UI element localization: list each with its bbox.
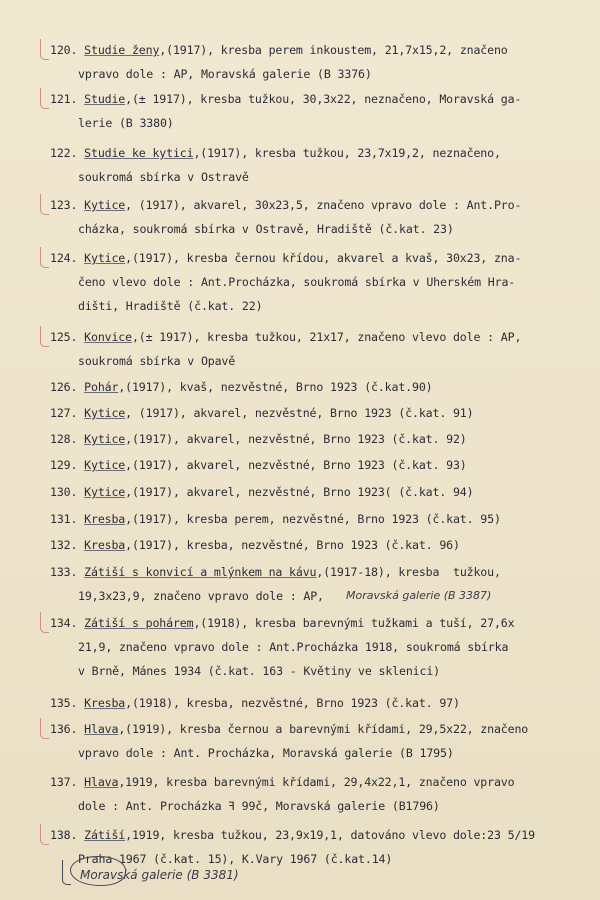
entry-text: ,(1917), kresba černou křídou, akvarel a kvaš, 30x23, zna- bbox=[125, 251, 522, 265]
margin-tick-mark bbox=[40, 326, 49, 347]
entry-text: ,(1917), kresba tužkou, 23,7x19,2, neznačeno, bbox=[193, 146, 501, 160]
entry-text: 133. bbox=[50, 565, 85, 579]
entry-title-line bbox=[50, 538, 460, 552]
entry-title-line bbox=[50, 696, 460, 710]
entry-text: 123. bbox=[50, 198, 85, 212]
entry-text: vpravo dole : Ant. Procházka, Moravská galerie (B 1795) bbox=[78, 746, 454, 760]
entry-title-line bbox=[50, 330, 521, 344]
entry-title-line bbox=[50, 92, 521, 106]
artwork-title: Zátiší s pohárem bbox=[84, 616, 194, 630]
margin-mark bbox=[62, 860, 71, 885]
entry-text: soukromá sbírka v Ostravě bbox=[78, 170, 249, 184]
artwork-title: Pohár bbox=[84, 380, 119, 394]
entry-title-line bbox=[50, 458, 467, 472]
entry-text: 120. bbox=[50, 43, 85, 57]
artwork-title: Kresba bbox=[84, 512, 126, 526]
entry-text: ,(1917), kvaš, nezvěstné, Brno 1923 (č.kat.90) bbox=[118, 380, 433, 394]
entry-text: 134. bbox=[50, 616, 85, 630]
entry-text: , (1917), akvarel, 30x23,5, značeno vpravo dole : Ant.Pro- bbox=[125, 198, 522, 212]
artwork-title: Kytice bbox=[84, 458, 126, 472]
artwork-title: Kresba bbox=[84, 538, 126, 552]
entry-text: 122. bbox=[50, 146, 85, 160]
entry-text: cházka, soukromá sbírka v Ostravě, Hradiště (č.kat. 23) bbox=[78, 222, 454, 236]
entry-text: , (1917), akvarel, nezvěstné, Brno 1923 (č.kat. 91) bbox=[125, 406, 474, 420]
entry-text: ,(1917), kresba perem, nezvěstné, Brno 1923 (č.kat. 95) bbox=[125, 512, 501, 526]
entry-title-line bbox=[50, 722, 528, 736]
artwork-title: Studie ke kytici bbox=[84, 146, 194, 160]
entry-text: 121. bbox=[50, 92, 85, 106]
entry-title-line bbox=[50, 512, 501, 526]
entry-text: 128. bbox=[50, 432, 85, 446]
entry-text: 19,3x23,9, značeno vpravo dole : AP, bbox=[78, 589, 324, 603]
entry-text: ,(± 1917), kresba tužkou, 21x17, značeno vlevo dole : AP, bbox=[131, 330, 522, 344]
entry-text: ,(± 1917), kresba tužkou, 30,3x22, neznačeno, Moravská ga- bbox=[125, 92, 522, 106]
margin-tick-mark bbox=[40, 194, 49, 215]
margin-tick-mark bbox=[40, 718, 49, 739]
artwork-title: Studie bbox=[84, 92, 126, 106]
entry-title-line bbox=[50, 146, 501, 160]
entry-text: 127. bbox=[50, 406, 85, 420]
artwork-title: Kytice bbox=[84, 251, 126, 265]
entry-text: ,1919, kresba barevnými křídami, 29,4x22,1, značeno vpravo bbox=[118, 775, 515, 789]
entry-continuation-line bbox=[78, 222, 454, 236]
artwork-title: Kytice bbox=[84, 406, 126, 420]
entry-text: čeno vlevo dole : Ant.Procházka, soukromá sbírka v Uherském Hra- bbox=[78, 275, 516, 289]
entry-text: 126. bbox=[50, 380, 85, 394]
entry-text: ,(1917-18), kresba tužkou, bbox=[316, 565, 501, 579]
entry-text: soukromá sbírka v Opavě bbox=[78, 354, 236, 368]
entry-title-line bbox=[50, 775, 514, 789]
entry-text: 138. bbox=[50, 828, 85, 842]
entry-text: ,(1918), kresba barevnými tužkami a tuší, 27,6x bbox=[193, 616, 515, 630]
entry-continuation-line bbox=[78, 852, 392, 866]
margin-tick-mark bbox=[40, 247, 49, 268]
entry-text: 137. bbox=[50, 775, 85, 789]
entry-text: vpravo dole : AP, Moravská galerie (B 3376) bbox=[78, 67, 372, 81]
entry-title-line bbox=[50, 432, 467, 446]
entry-text: v Brně, Mánes 1934 (č.kat. 163 - Květiny ve sklenici) bbox=[78, 664, 440, 678]
margin-tick-mark bbox=[40, 39, 49, 60]
entry-text: 21,9, značeno vpravo dole : Ant.Procházka 1918, soukromá sbírka bbox=[78, 640, 509, 654]
entry-continuation-line bbox=[78, 664, 440, 678]
entry-continuation-line bbox=[78, 746, 454, 760]
entry-text: 132. bbox=[50, 538, 85, 552]
entry-text: ,(1918), kresba, nezvěstné, Brno 1923 (č.kat. 97) bbox=[125, 696, 460, 710]
entry-text: ,(1919), kresba černou a barevnými křídami, 29,5x22, značeno bbox=[118, 722, 529, 736]
entry-text: 135. bbox=[50, 696, 85, 710]
entry-text: Praha 1967 (č.kat. 15), K.Vary 1967 (č.kat.14) bbox=[78, 852, 393, 866]
entry-continuation-line bbox=[78, 116, 174, 130]
entry-continuation-line bbox=[78, 170, 249, 184]
entry-text: 125. bbox=[50, 330, 85, 344]
artwork-title: Hlava bbox=[84, 722, 119, 736]
entry-continuation-line bbox=[78, 67, 372, 81]
artwork-title: Kytice bbox=[84, 198, 126, 212]
artwork-title: Kresba bbox=[84, 696, 126, 710]
entry-text: ,(1917), kresba, nezvěstné, Brno 1923 (č.kat. 96) bbox=[125, 538, 460, 552]
entry-continuation-line bbox=[78, 275, 515, 289]
entry-text: ,1919, kresba tužkou, 23,9x19,1, datováno vlevo dole:23 5/19 bbox=[125, 828, 535, 842]
entry-text: lerie (B 3380) bbox=[78, 116, 174, 130]
entry-text: 136. bbox=[50, 722, 85, 736]
handwritten-note-138: Moravská galerie (B 3381) bbox=[80, 868, 239, 882]
entry-text: ,(1917), kresba perem inkoustem, 21,7x15,2, značeno bbox=[159, 43, 508, 57]
entry-continuation-line bbox=[78, 299, 262, 313]
artwork-title: Studie ženy bbox=[84, 43, 160, 57]
entry-title-line bbox=[50, 485, 473, 499]
margin-tick-mark bbox=[40, 824, 49, 845]
entry-text: ,(1917), akvarel, nezvěstné, Brno 1923( (č.kat. 94) bbox=[125, 485, 474, 499]
entry-text: 129. bbox=[50, 458, 85, 472]
entry-text: dišti, Hradiště (č.kat. 22) bbox=[78, 299, 263, 313]
artwork-title: Kytice bbox=[84, 485, 126, 499]
entry-title-line bbox=[50, 380, 433, 394]
entry-continuation-line bbox=[78, 354, 235, 368]
pen-circle bbox=[70, 856, 126, 886]
entry-title-line bbox=[50, 43, 508, 57]
entry-title-line bbox=[50, 828, 535, 842]
entry-title-line bbox=[50, 406, 473, 420]
artwork-title: Zátiší s konvicí a mlýnkem na kávu bbox=[84, 565, 317, 579]
artwork-title: Hlava bbox=[84, 775, 119, 789]
entry-title-line bbox=[50, 616, 514, 630]
entry-text: 131. bbox=[50, 512, 85, 526]
artwork-title: Zátiší bbox=[84, 828, 126, 842]
entry-text: ,(1917), akvarel, nezvěstné, Brno 1923 (č.kat. 93) bbox=[125, 458, 467, 472]
artwork-title: Konvice bbox=[84, 330, 132, 344]
artwork-title: Kytice bbox=[84, 432, 126, 446]
margin-tick-mark bbox=[40, 612, 49, 633]
entry-text: 130. bbox=[50, 485, 85, 499]
handwritten-note-133: Moravská galerie (B 3387) bbox=[346, 589, 492, 602]
margin-tick-mark bbox=[40, 88, 49, 109]
entry-title-line bbox=[50, 565, 501, 579]
entry-continuation-line bbox=[78, 799, 440, 813]
entry-title-line bbox=[50, 198, 521, 212]
entry-title-line bbox=[50, 251, 521, 265]
entry-text: dole : Ant. Procházka ꟻ 99č, Moravská galerie (B1796) bbox=[78, 799, 440, 813]
entry-continuation-line bbox=[78, 640, 508, 654]
entry-text: 124. bbox=[50, 251, 85, 265]
entry-continuation-line bbox=[78, 589, 324, 603]
entry-text: ,(1917), akvarel, nezvěstné, Brno 1923 (č.kat. 92) bbox=[125, 432, 467, 446]
